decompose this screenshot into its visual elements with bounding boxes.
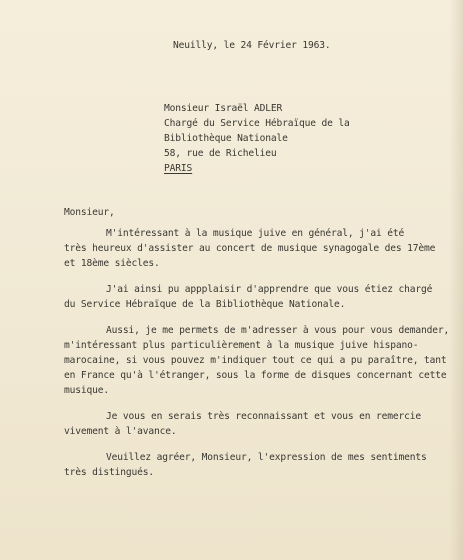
- paragraph-line: et 18ème siècles.: [64, 258, 160, 269]
- paragraph-line: Je vous en serais très reconnaissant et vous en remercie: [106, 411, 422, 422]
- recipient-institution: Bibliothèque Nationale: [164, 133, 288, 144]
- paragraph-line: en France qu'à l'étranger, sous la forme de disques concernant cette: [64, 370, 447, 381]
- paragraph-line: M'intéressant à la musique juive en général, j'ai été: [106, 228, 405, 239]
- recipient-street: 58, rue de Richelieu: [164, 148, 277, 159]
- salutation: Monsieur,: [64, 207, 115, 218]
- recipient-name: Monsieur Israël ADLER: [164, 103, 283, 114]
- dateline: Neuilly, le 24 Février 1963.: [173, 40, 331, 51]
- paragraph-line: du Service Hébraïque de la Bibliothèque Nationale.: [64, 299, 346, 310]
- paragraph-line: vivement à l'avance.: [64, 426, 177, 437]
- paragraph-line: très distingués.: [64, 467, 155, 478]
- recipient-city: PARIS: [164, 163, 193, 174]
- paragraph-line: Veuillez agréer, Monsieur, l'expression de mes sentiments: [106, 452, 427, 463]
- paragraph-line: Aussi, je me permets de m'adresser à vous pour vous demander,: [106, 325, 450, 336]
- paragraph-line: très heureux d'assister au concert de musique synagogale des 17ème: [64, 243, 436, 254]
- paragraph-line: m'intéressant plus particulièrement à la musique juive hispano-: [64, 340, 419, 351]
- paragraph-line: marocaine, si vous pouvez m'indiquer tout ce qui a pu paraître, tant: [64, 355, 447, 366]
- recipient-title: Chargé du Service Hébraïque de la: [164, 118, 350, 129]
- paragraph-line: J'ai ainsi pu appplaisir d'apprendre que vous étiez chargé: [106, 284, 433, 295]
- paragraph-line: musique.: [64, 385, 110, 396]
